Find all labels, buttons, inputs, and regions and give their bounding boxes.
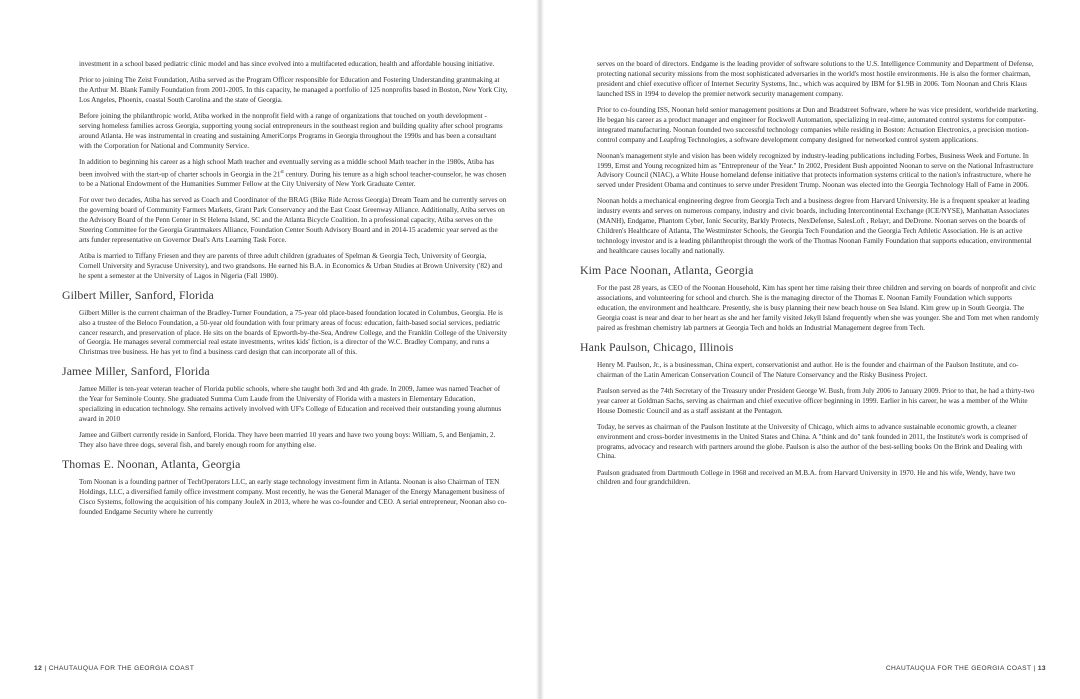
right-page xyxy=(540,0,1080,699)
bio-paragraph: Paulson graduated from Dartmouth College in 1968 and received an M.B.A. from Harvard University in 1970. He and his wife, Wendy, have two children and four grandchildren. xyxy=(597,468,1016,487)
bio-paragraph: Prior to joining The Zeist Foundation, Atiba served as the Program Officer responsible for Education and Fostering Understanding grantmaking at the Arthur M. Blank Family Foundation from 2001-2005. In this capacity, he managed a portfolio of 125 nonprofits based in Boston, New York City, Los Angeles, Phoenix, coastal South Carolina and the state of Georgia. xyxy=(79,76,508,104)
bio-heading-kim: Kim Pace Noonan, Atlanta, Georgia xyxy=(580,263,754,278)
bio-paragraph: investment in a school based pediatric clinic model and has since evolved into a multifaceted education, health and affordable housing initiative. xyxy=(79,60,495,68)
bio-paragraph: In addition to beginning his career as a high school Math teacher and eventually serving as a middle school Math teacher in the 1980s, Atiba has been involved with the start-up of charter schools in Georgia in the 21st century. During his tenure as a high school teacher-counselor, he was chosen to be a National Endowment of the Humanities Summer Fellow at the City University of New York Graduate Center. xyxy=(79,157,507,189)
bio-paragraph: Paulson served as the 74th Secretary of the Treasury under President George W. Bush, from July 2006 to January 2009. Prior to that, he had a thirty-two year career at Goldman Sachs, serving as chairman and chief executive officer beginning in 1999. Earlier in his career, he was a member of the White House Domestic Council and as a staff assistant at the Pentagon. xyxy=(597,386,1035,415)
bio-paragraph: Atiba is married to Tiffany Friesen and they are parents of three adult children (graduates of Spelman & Georgia Tech, University of Georgia, Cornell University and Syracuse University), and two grandsons. He earned his B.A. in Economics & Urban Studies at Brown University ('82) and he spent a semester at the University of Lagos in Nigeria (Fall 1980). xyxy=(79,251,503,280)
right-column xyxy=(580,60,1040,495)
bio-heading-hank: Hank Paulson, Chicago, Illinois xyxy=(580,339,734,354)
bio-heading-jamee: Jamee Miller, Sanford, Florida xyxy=(62,364,210,379)
bio-paragraph: Noonan's management style and vision has been widely recognized by industry-leading publications including Forbes, Business Week and Fortune. In 1999, Ernst and Young recognized him as "Entrepreneur of the Year." In 2002, President Bush appointed Noonan to serve on the National Infrastructure Advisory Council (NIAC), a White House homeland defense initiative that protects information systems critical to the nation's infrastructure, where he served under President Obama and continues to serve under President Trump. Noonan was elected into the Georgia Technology Hall of Fame in 2006. xyxy=(597,151,1034,190)
page-number: 12 xyxy=(34,665,43,672)
bio-paragraph: Noonan holds a mechanical engineering degree from Georgia Tech and a business degree from Harvard University. He is a frequent speaker at leading industry events and serves on numerous company, industry and civic boards, including Intercontinental Exchange (ICE/NYSE), Manhattan Associates (MANH), Endgame, Phantom Cyber, Ionic Security, Barkly Protects, NexDefense, SalesLoft , Relayr, and DeDrone. Noonan serves on the boards of Children's Healthcare of Atlanta, The Westminster Schools, the Georgia Tech Foundation and the Georgia Tech Athletic Association. He is an active technology investor and is a leading philanthropist through the work of the Thomas Noonan Family Foundation that supports education, environmental and healthcare causes locally and nationally. xyxy=(597,197,1032,255)
publication-title: CHAUTAUQUA FOR THE GEORGIA COAST xyxy=(885,665,1032,672)
bio-paragraph: Before joining the philanthropic world, Atiba worked in the nonprofit field with a range of organizations that touched on youth development - serving homeless families across Georgia, supporting young social entrepreneurs in the southeast region and building quality after school programs around Atlanta. He was instrumental in creating and sustaining AmeriCorps Programs in Georgia throughout the 1990s and has been a consultant with the Corporation for National and Community Service. xyxy=(79,112,503,150)
bio-paragraph: serves on the board of directors. Endgame is the leading provider of software solutions to the U.S. Intelligence Community and Department of Defense, protecting national security missions from the most sophisticated adversaries in the world's most hostile environments. He is also the former chairman, president and chief executive officer of Internet Security Systems, Inc., which was acquired by IBM for $1.9B in 2006. Tom Noonan and Chris Klaus launched ISS in 1994 to develop the premier network security management company. xyxy=(597,60,1034,98)
page-number: 13 xyxy=(1037,665,1046,672)
bio-paragraph: Today, he serves as chairman of the Paulson Institute at the University of Chicago, which aims to advance sustainable economic growth, a cleaner environment and cross-border investments in the United States and China. A "think and do" tank founded in 2011, the Institute's work is comprised of programs, advocacy and research with partners around the globe. Paulson is also the author of the best-selling books On the Brink and Dealing with China. xyxy=(597,422,1028,461)
bio-paragraph: Jamee and Gilbert currently reside in Sanford, Florida. They have been married 10 years and have two young boys: William, 5, and Benjamin, 2. They also have three dogs, several fish, and barely enough room for anything else. xyxy=(79,431,496,450)
bio-paragraph: Tom Noonan is a founding partner of TechOperators LLC, an early stage technology investment firm in Atlanta. Noonan is also Chairman of TEN Holdings, LLC, a diversified family office investment company. Most recently, he was the General Manager of the Energy Management business of Cisco Systems, following the acquisition of his company JouleX in 2013, where he was co-founder and CEO. A serial entrepreneur, Noonan also co-founded Endgame Security where he currently xyxy=(79,478,507,516)
bio-paragraph: For the past 28 years, as CEO of the Noonan Household, Kim has spent her time raising their three children and serving on boards of nonprofit and civic associations, and volunteering for school and church. She is the managing director of the Thomas E. Noonan Family Foundation which supports education, the environment and healthcare. Presently, she is busy planning their new beach house on Sea Island. Kim grew up in South Georgia. The Georgia coast is near and dear to her heart as she and her family visited Jekyll Island frequently when she was younger. She and Tom met when randomly paired as freshman chemistry lab partners at Georgia Tech and holds an Industrial Management degree from Tech. xyxy=(597,284,1039,332)
bio-heading-thomas: Thomas E. Noonan, Atlanta, Georgia xyxy=(62,457,241,472)
bio-paragraph: Henry M. Paulson, Jr., is a businessman, China expert, conservationist and author. He is the founder and chairman of the Paulson Institute, and co-chairman of the Latin American Conservation Council of The Nature Conservancy and the Risky Business Project. xyxy=(597,360,1019,379)
bio-paragraph: For over two decades, Atiba has served as Coach and Coordinator of the BRAG (Bike Ride Across Georgia) Dream Team and he currently serves on the governing board of Community Farmers Markets, Grant Park Conservancy and the East Coast Greenway Alliance. Additionally, Atiba serves on the Advisory Board of the Penn Center in St Helena Island, SC and the Atlanta Bicycle Coalition. In a professional capacity, Atiba serves on the Steering Committee for the Georgia Grantmakers Alliance, Foundation Center South Advisory Board and in 2014-15 academic year served as the arts funder representative on Governor Deal's Arts Learning Task Force. xyxy=(79,196,507,244)
bio-heading-gilbert: Gilbert Miller, Sanford, Florida xyxy=(62,287,214,302)
page-footer-left: 12 | CHAUTAUQUA FOR THE GEORGIA COAST xyxy=(34,665,195,672)
publication-title: CHAUTAUQUA FOR THE GEORGIA COAST xyxy=(48,665,195,672)
left-column xyxy=(62,60,509,524)
bio-paragraph: Prior to co-founding ISS, Noonan held senior management positions at Dun and Bradstreet Software, where he was vice president, worldwide marketing. He began his career as a product manager and engineer for Rockwell Automation, specializing in real-time, automated control systems for computer-integrated manufacturing. Noonan founded two successful technology companies while residing in Boston: Actuation Electronics, a precision motion-control company and Leapfrog Technologies, a software development company designed for networked control system applications. xyxy=(597,105,1039,144)
bio-paragraph: Gilbert Miller is the current chairman of the Bradley-Turner Foundation, a 75-year old place-based foundation located in Columbus, Georgia. He is also a trustee of the Beloco Foundation, a 50-year old foundation with four primary areas of focus: education, faith-based social services, pediatric cancer research, and preservation of place. He sits on the boards of Epworth-by-the-Sea, Andrew College, and the Franklin College of the University of Georgia. He manages several commercial real estate investments, writes kids' fiction, is a director of the W.C. Bradley Company, and runs a Christmas tree business. He has yet to find a business card design that can incorporate all of this. xyxy=(79,308,508,357)
bio-paragraph: Jamee Miller is ten-year veteran teacher of Florida public schools, where she taught both 3rd and 4th grade. In 2009, Jamee was named Teacher of the Year for Seminole County. She graduated Summa Cum Laude from the University of Florida with a masters in Elementary Education, specializing in education technology. She remains actively involved with UF's College of Education and received their outstanding young alumnus award in 2010 xyxy=(79,385,502,424)
page-footer-right: CHAUTAUQUA FOR THE GEORGIA COAST | 13 xyxy=(885,665,1046,672)
